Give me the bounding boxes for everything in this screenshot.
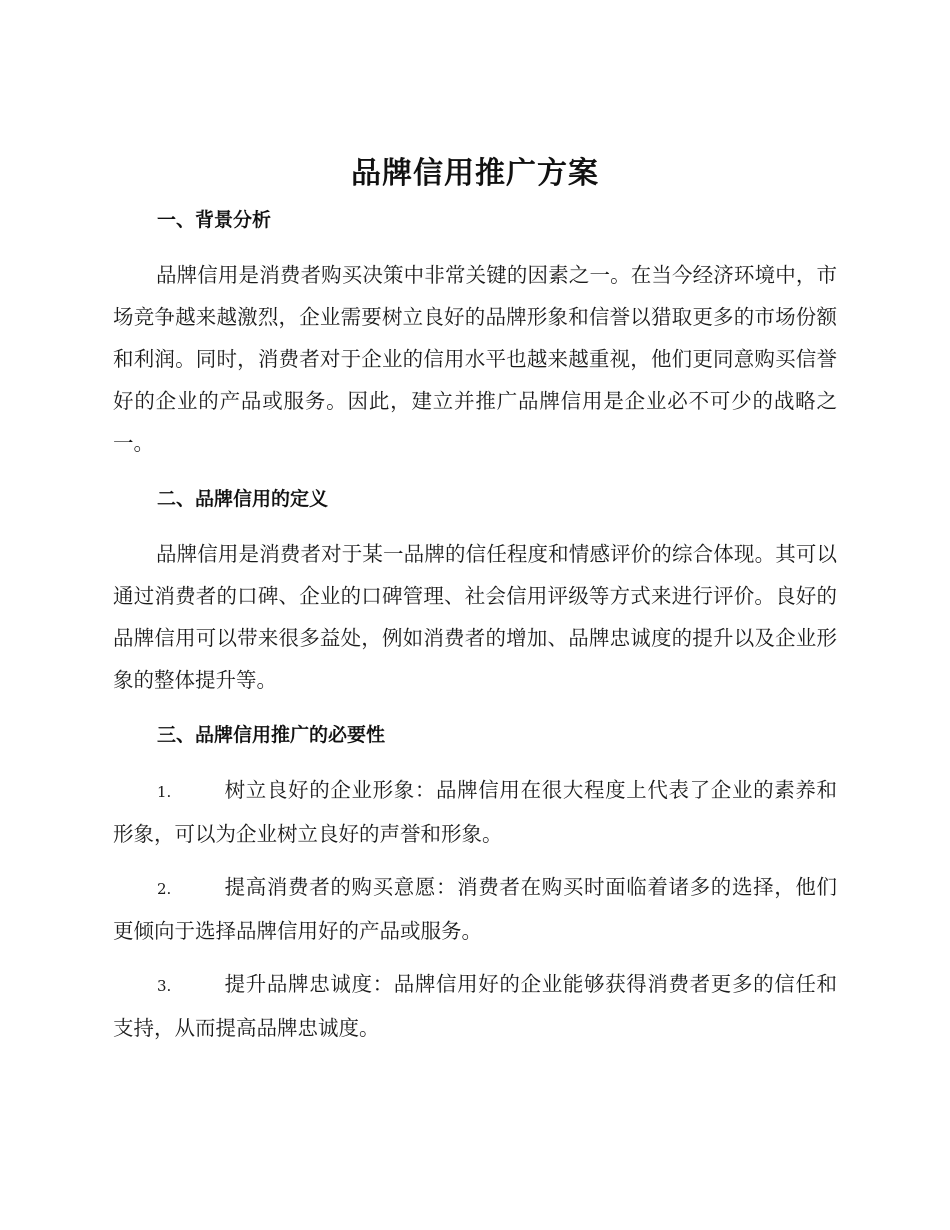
list-item-text: 树立良好的企业形象：品牌信用在很大程度上代表了企业的素养和形象，可以为企业树立良好的声誉和形象。: [113, 778, 837, 846]
document-title: 品牌信用推广方案: [351, 156, 599, 191]
section-paragraph-definition: 品牌信用是消费者对于某一品牌的信任程度和情感评价的综合体现。其可以通过消费者的口碑、企业的口碑管理、社会信用评级等方式来进行评价。良好的品牌信用可以带来很多益处，例如消费者的增加、品牌忠诚度的提升以及企业形象的整体提升等。: [113, 542, 837, 692]
list-item: [113, 769, 837, 855]
list-item-number: 2.: [157, 880, 172, 898]
list-item-number: 3.: [157, 977, 172, 995]
section-heading-definition: 二、品牌信用的定义: [157, 488, 329, 510]
list-item: [113, 963, 837, 1049]
list-item-number: 1.: [157, 783, 172, 801]
section-paragraph-background: 品牌信用是消费者购买决策中非常关键的因素之一。在当今经济环境中，市场竞争越来越激烈，企业需要树立良好的品牌形象和信誉以猎取更多的市场份额和利润。同时，消费者对于企业的信用水平也越来越重视，他们更同意购买信誉好的企业的产品或服务。因此，建立并推广品牌信用是企业必不可少的战略之一。: [113, 263, 837, 455]
list-item: [113, 866, 837, 952]
section-heading-background: 一、背景分析: [157, 209, 272, 231]
section-heading-necessity: 三、品牌信用推广的必要性: [157, 724, 386, 746]
list-item-text: 提高消费者的购买意愿：消费者在购买时面临着诸多的选择，他们更倾向于选择品牌信用好的产品或服务。: [113, 875, 837, 943]
list-item-text: 提升品牌忠诚度：品牌信用好的企业能够获得消费者更多的信任和支持，从而提高品牌忠诚度。: [113, 972, 837, 1040]
